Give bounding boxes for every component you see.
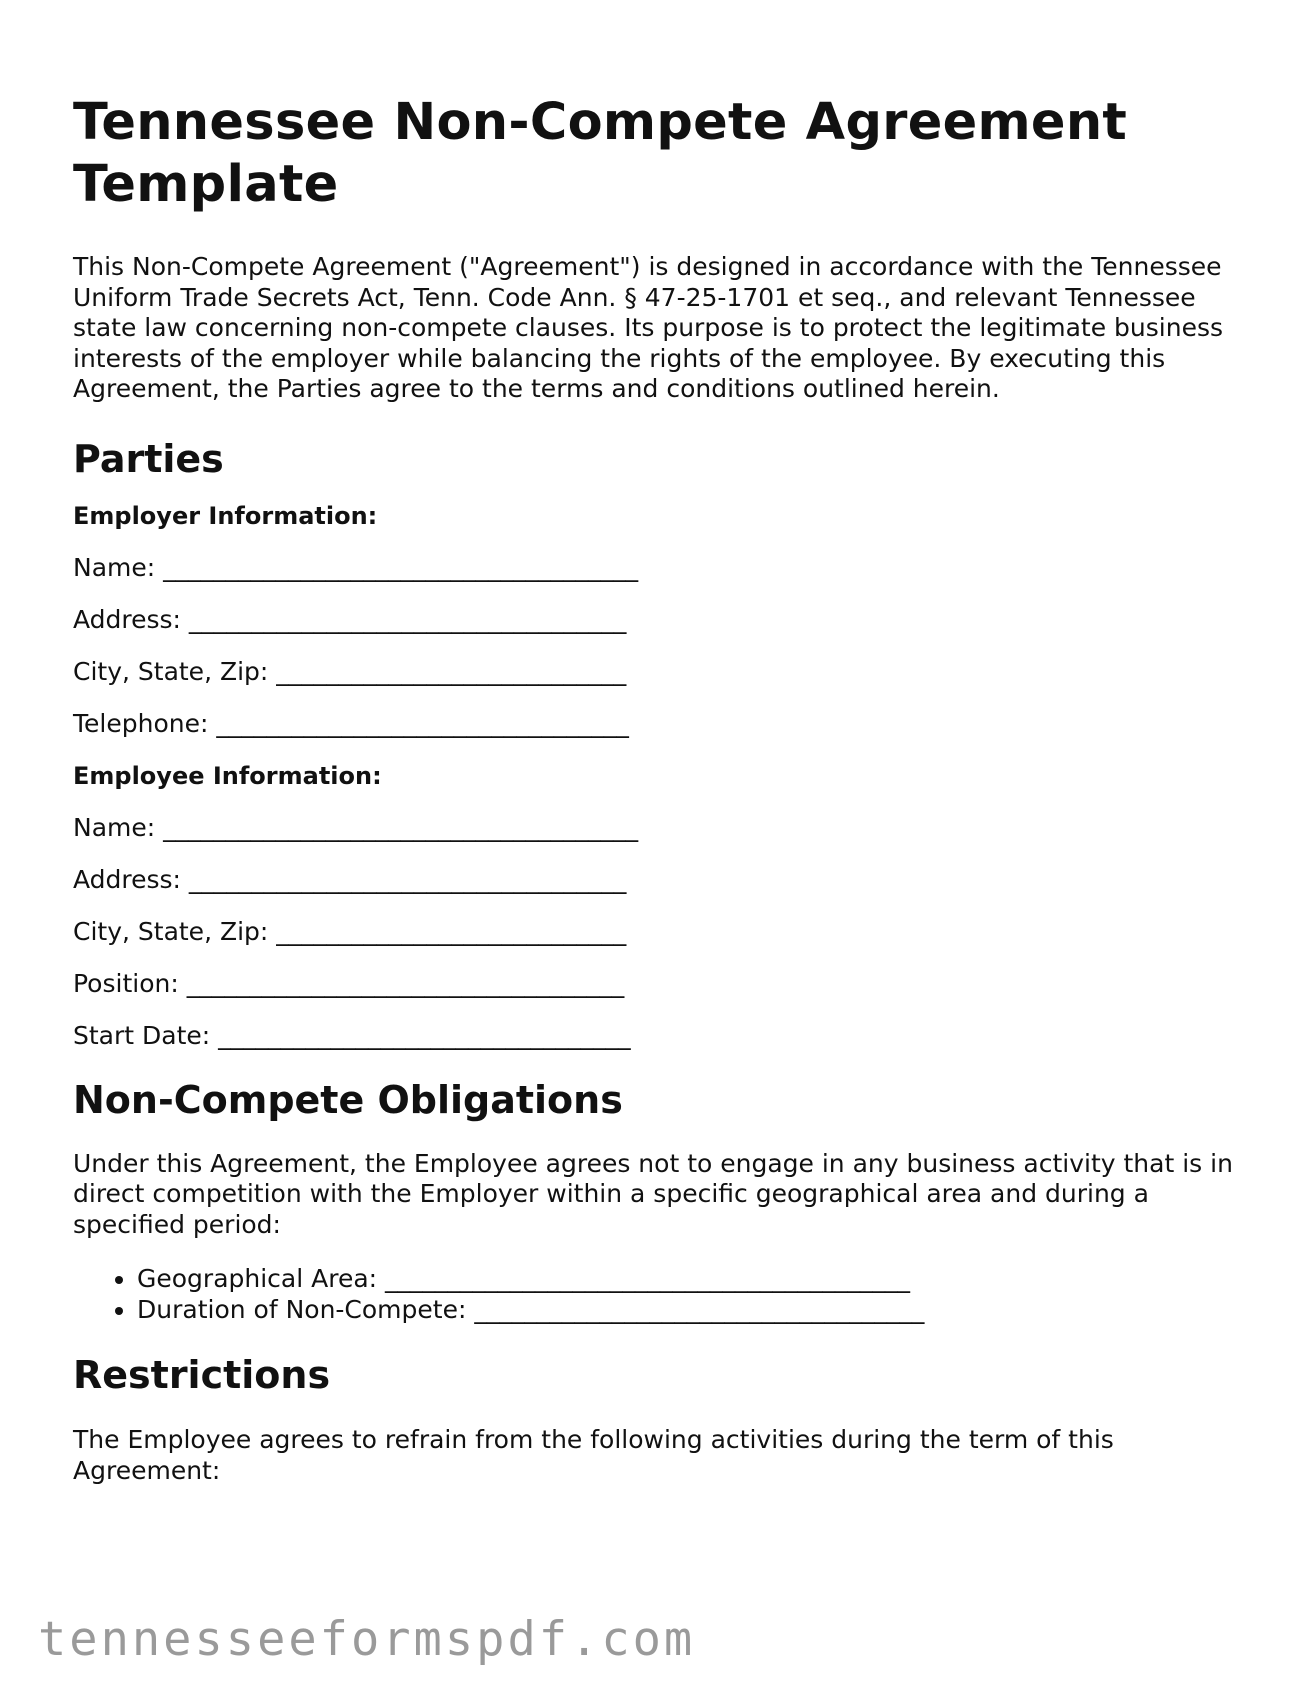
intro-paragraph: This Non-Compete Agreement ("Agreement") is designed in accordance with the Tennessee Uniform Trade Secrets Act, Tenn. Code Ann. § 47-25-1701 et seq., and relevant Tennessee state law concerning non-compete clauses. Its purpose is to protect the legitimate business interests of the employer while balancing the rights of the employee. By executing this Agreement, the Parties agree to the terms and conditions outlined herein. (73, 252, 1224, 403)
site-watermark: tennesseeformspdf.com (38, 1612, 696, 1667)
restrictions-paragraph: The Employee agrees to refrain from the following activities during the term of this Agreement: (73, 1425, 1114, 1485)
employer-info-heading: Employer Information: (73, 501, 378, 530)
employee-name-field[interactable]: Name: ______________________________________ (73, 812, 639, 842)
employee-city-state-zip-field[interactable]: City, State, Zip: ____________________________ (73, 916, 627, 946)
obligations-list (73, 1264, 1248, 1325)
obligations-heading: Non-Compete Obligations (73, 1077, 623, 1122)
restrictions-heading: Restrictions (73, 1353, 331, 1397)
employee-info-heading: Employee Information: (73, 761, 382, 790)
employer-city-state-zip-field[interactable]: City, State, Zip: ____________________________ (73, 656, 627, 686)
employee-position-field[interactable]: Position: ___________________________________ (73, 968, 625, 998)
document-title: Tennessee Non-Compete Agreement Template (73, 93, 1128, 214)
employee-address-field[interactable]: Address: ___________________________________ (73, 864, 627, 894)
employer-telephone-field[interactable]: Telephone: _________________________________ (73, 708, 629, 738)
parties-heading: Parties (73, 436, 224, 481)
duration-field[interactable]: • Duration of Non-Compete: ____________________________________ (137, 1295, 1248, 1326)
employee-start-date-field[interactable]: Start Date: _________________________________ (73, 1020, 631, 1050)
geographical-area-field[interactable]: • Geographical Area: __________________________________________ (137, 1264, 1248, 1295)
obligations-paragraph: Under this Agreement, the Employee agrees not to engage in any business activity that is in direct competition with the Employer within a specific geographical area and during a specified period: (73, 1148, 1233, 1239)
employer-address-field[interactable]: Address: ___________________________________ (73, 604, 627, 634)
document-page (73, 92, 1248, 1486)
employer-name-field[interactable]: Name: ______________________________________ (73, 552, 639, 582)
